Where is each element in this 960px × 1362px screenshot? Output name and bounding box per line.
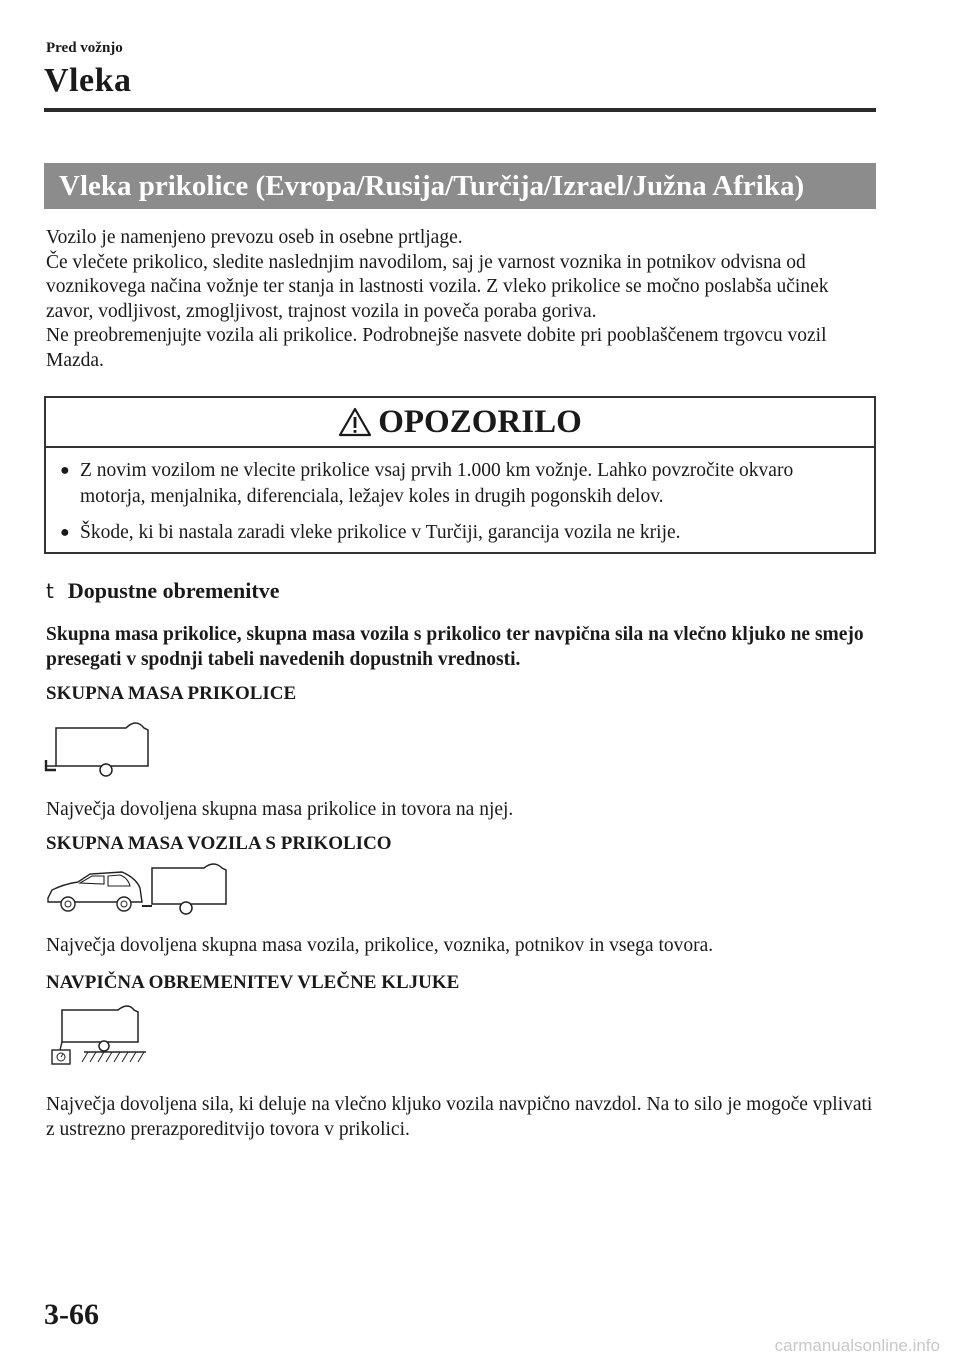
item-description: Največja dovoljena skupna masa prikolice in tovora na njej. [46,799,514,820]
warning-body [46,448,874,546]
trailer-icon [44,716,164,780]
item-label: NAVPIČNA OBREMENITEV VLEČNE KLJUKE [46,972,460,993]
warning-item-text: Škode, ki bi nastala zaradi vleke prikolice v Turčiji, garancija vozila ne krije. [80,522,681,543]
watermark: carmanualsonline.info [774,1336,940,1355]
warning-header [46,398,874,448]
bullet-icon: ● [60,524,70,541]
item-description: Največja dovoljena skupna masa vozila, prikolice, voznika, potnikov in vsega tovora. [46,935,714,956]
subsection-heading [46,578,280,604]
warning-title: OPOZORILO [378,403,582,440]
warning-item [60,458,860,510]
intro-paragraph: Vozilo je namenjeno prevozu oseb in osebne prtljage. [46,227,463,248]
section-title: Vleka [44,62,132,99]
subsection-marker: t [46,579,54,603]
warning-item-text: Z novim vozilom ne vlecite prikolice vsaj prvih 1.000 km vožnje. Lahko povzročite okvaro motorja, menjalnika, diferenciala, ležajev koles in drugih pogonskih delov. [80,460,794,507]
header-rule [44,108,876,112]
bullet-icon: ● [60,462,70,479]
item-label: SKUPNA MASA PRIKOLICE [46,683,297,704]
car-with-trailer-icon [44,862,234,922]
tongue-load-scale-icon [44,1004,154,1076]
chapter-title: Pred vožnjo [46,40,123,56]
warning-item [60,520,860,546]
page-number: 3-66 [44,1298,99,1331]
intro-text [46,226,876,373]
item-description: Največja dovoljena sila, ki deluje na vlečno kljuko vozila navpično navzdol. Na to silo je mogoče vplivati z ustrezno prerazporeditvijo tovora v prikolici. [46,1094,873,1140]
subsection-lead: Skupna masa prikolice, skupna masa vozila s prikolico ter navpična sila na vlečno kljuko ne smejo presegati v spodnji tabeli navedenih dopustnih vrednosti. [46,624,864,670]
warning-triangle-icon [338,406,372,438]
subsection-title: Dopustne obremenitve [67,578,280,603]
warning-box [44,396,876,554]
item-label: SKUPNA MASA VOZILA S PRIKOLICO [46,833,392,854]
intro-paragraph: Ne preobremenjujte vozila ali prikolice. Podrobnejše nasvete dobite pri pooblaščenem trgovcu vozil Mazda. [46,325,827,371]
intro-paragraph: Če vlečete prikolico, sledite naslednjim navodilom, saj je varnost voznika in potnikov odvisna od voznikovega načina vožnje ter stanja in lastnosti vozila. Z vleko prikolice se močno poslabša učinek zavor, vodljivost, zmogljivost, trajnost vozila in poveča poraba goriva. [46,251,829,322]
topic-banner: Vleka prikolice (Evropa/Rusija/Turčija/Izrael/Južna Afrika) [44,163,876,209]
